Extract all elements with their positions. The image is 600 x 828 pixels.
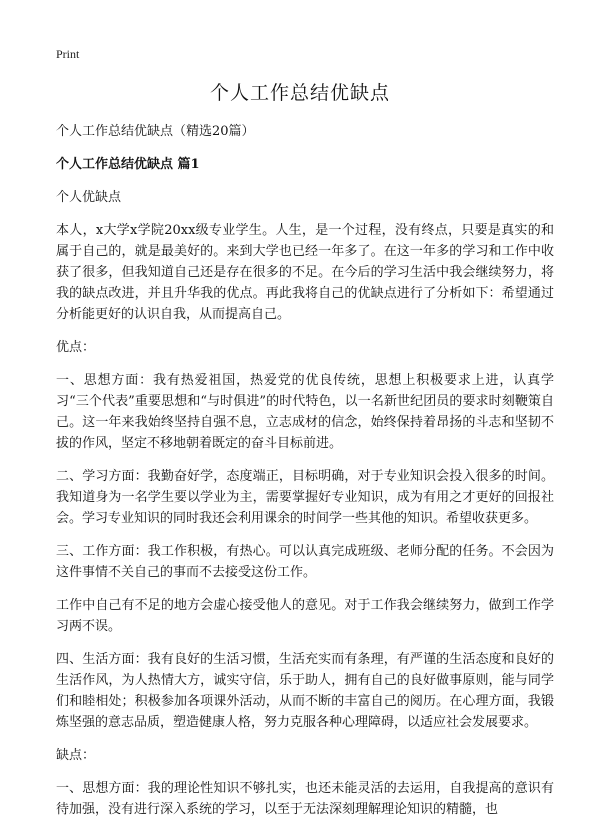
paragraph-strength-life: 四、生活方面：我有良好的生活习惯，生活充实而有条理，有严谨的生活态度和良好的生活作风，为人热情大方，诚实守信，乐于助人，拥有自己的良好做事原则，能与同学们和睦相处；积极参加各项课外活动，从而不断的丰富自己的阅历。在心理方面，我锻炼坚强的意志品质，塑造健康人格，努力克服各种心理障碍，以适应社会发展要求。 bbox=[56, 652, 554, 730]
document-subtitle: 个人工作总结优缺点（精选20篇） bbox=[56, 124, 255, 139]
paragraph-strength-study: 二、学习方面：我勤奋好学，态度端正，目标明确，对于专业知识会投入很多的时间。我知道身为一名学生要以学业为主，需要掌握好专业知识，成为有用之才更好的回报社会。学习专业知识的同时我还会利用课余的时间学一些其他的知识。希望收获更多。 bbox=[56, 469, 554, 526]
section-title: 个人工作总结优缺点 篇1 bbox=[56, 157, 200, 172]
paragraph-strengths-heading: 优点： bbox=[56, 340, 96, 355]
paragraph-introduction: 本人，x大学x学院20xx级专业学生。人生，是一个过程，没有终点，只要是真实的和属于自己的，就是最美好的。来到大学也已经一年多了。在这一年多的学习和工作中收获了很多，但我知道自己还是存在很多的不足。在今后的学习生活中我会继续努力，将我的缺点改进，并且升华我的优点。再此我将自己的优缺点进行了分析如下：希望通过分析能更好的认识自我，从而提高自己。 bbox=[56, 223, 554, 322]
paragraph-strength-ideology: 一、思想方面：我有热爱祖国，热爱党的优良传统，思想上积极要求上进，认真学习“三个代表”重要思想和“与时俱进”的时代特色，以一名新世纪团员的要求时刻鞭策自己。这一年来我始终坚持自强不息，立志成材的信念，始终保持着昂扬的斗志和坚韧不拔的作风，坚定不移地朝着既定的奋斗目标前进。 bbox=[56, 373, 554, 451]
paragraph-weaknesses-heading: 缺点： bbox=[56, 748, 96, 763]
document-body bbox=[56, 121, 554, 828]
document-title: 个人工作总结优缺点 bbox=[209, 82, 390, 104]
paragraph-personal-heading: 个人优缺点 bbox=[56, 190, 122, 205]
paragraph-weakness-ideology: 一、思想方面：我的理论性知识不够扎实，也还未能灵活的去运用，自我提高的意识有待加强，没有进行深入系统的学习，以至于无法深刻理解理论知识的精髓，也 bbox=[56, 781, 554, 817]
print-label[interactable]: Print bbox=[56, 47, 80, 61]
paragraph-work-improvement: 工作中自己有不足的地方会虚心接受他人的意见。对于工作我会继续努力，做到工作学习两不误。 bbox=[56, 598, 554, 634]
paragraph-strength-work: 三、工作方面：我工作积极，有热心。可以认真完成班级、老师分配的任务。不会因为这件事情不关自己的事而不去接受这份工作。 bbox=[56, 544, 554, 580]
